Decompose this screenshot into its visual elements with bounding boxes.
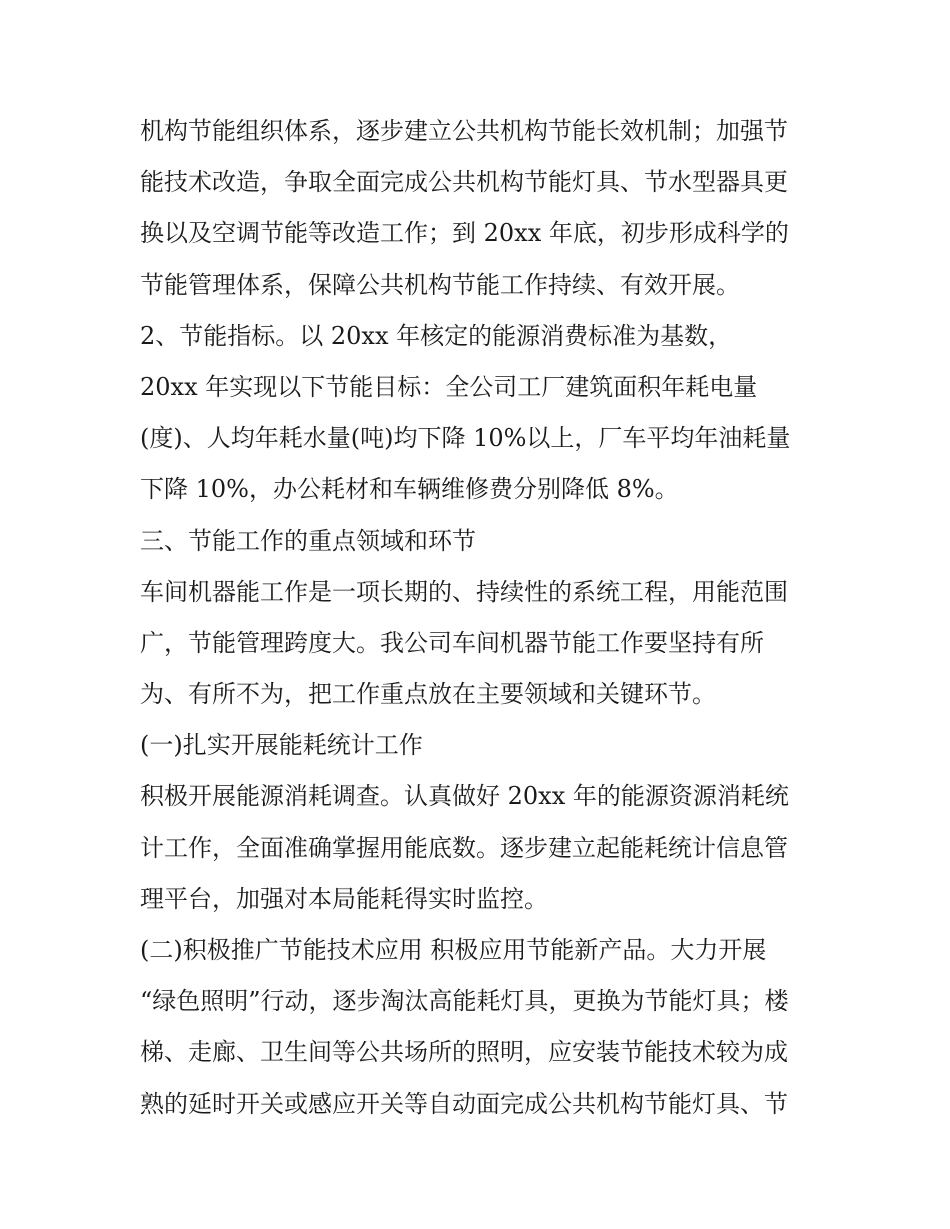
text-line: (二)积极推广节能技术应用 积极应用节能新产品。大力开展 <box>140 936 767 964</box>
subsection-heading: (一)扎实开展能耗统计工作 <box>140 731 423 760</box>
text-line: 车间机器能工作是一项长期的、持续性的系统工程，用能范围 <box>140 577 788 606</box>
text-line: 积极开展能源消耗调查。认真做好 20xx 年的能源资源消耗统 <box>140 782 789 811</box>
text-line: 20xx 年实现以下节能目标：全公司工厂建筑面积年耗电量 <box>140 372 758 401</box>
section-heading: 三、节能工作的重点领域和环节 <box>140 526 476 555</box>
text-line: 2、节能指标。以 20xx 年核定的能源消费标准为基数， <box>140 321 733 350</box>
text-line: 广，节能管理跨度大。我公司车间机器节能工作要坚持有所 <box>140 628 764 657</box>
text-line: 计工作，全面准确掌握用能底数。逐步建立起能耗统计信息管 <box>140 833 788 862</box>
text-line: 梯、走廊、卫生间等公共场所的照明，应安装节能技术较为成 <box>140 1038 788 1067</box>
text-line: 为、有所不为，把工作重点放在主要领域和关键环节。 <box>140 680 716 709</box>
text-line: 下降 10%，办公耗材和车辆维修费分别降低 8%。 <box>140 475 679 504</box>
text-line: 节能管理体系，保障公共机构节能工作持续、有效开展。 <box>140 270 740 299</box>
text-line: “绿色照明”行动，逐步淘汰高能耗灯具，更换为节能灯具；楼 <box>140 987 789 1016</box>
text-line: 熟的延时开关或感应开关等自动面完成公共机构节能灯具、节 <box>140 1089 788 1118</box>
text-line: 机构节能组织体系，逐步建立公共机构节能长效机制；加强节 <box>140 117 788 145</box>
text-line: 能技术改造，争取全面完成公共机构节能灯具、节水型器具更 <box>140 168 788 197</box>
text-line: 理平台，加强对本局能耗得实时监控。 <box>140 884 548 913</box>
document-body <box>140 106 820 1130</box>
text-line: 换以及空调节能等改造工作；到 20xx 年底，初步形成科学的 <box>140 219 789 248</box>
text-line: (度)、人均年耗水量(吨)均下降 10%以上，厂车平均年油耗量 <box>140 424 791 453</box>
